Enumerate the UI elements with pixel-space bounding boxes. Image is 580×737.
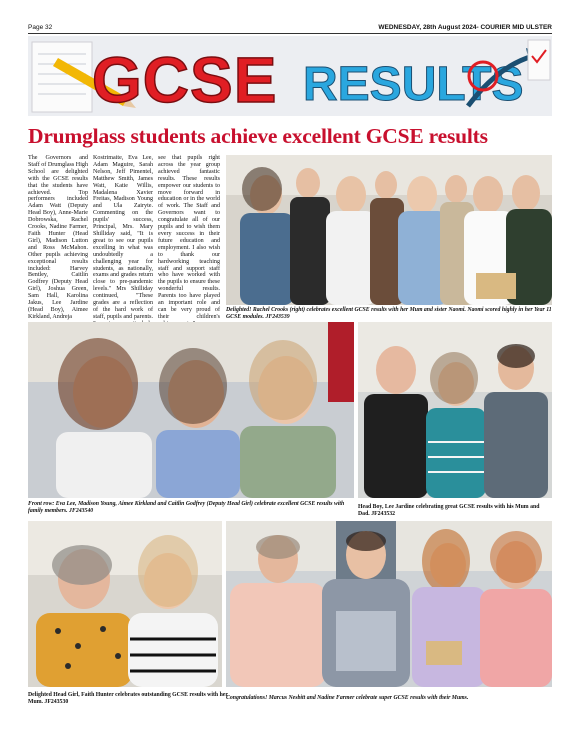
photo-lee-jardine [358, 322, 552, 498]
photo-eva-lee-group [28, 322, 354, 498]
caption-photo-1: Delighted! Rachel Crooks (right) celebrates excellent GCSE results with her Mum and sister Naomi. Naomi scored highly in her Year 11 GCSE modules. JF243539 [226, 307, 552, 320]
group-photo-image [226, 155, 552, 305]
caption-photo-3: Head Boy, Lee Jardine celebrating great GCSE results with his Mum and Dad. JF243532 [358, 504, 540, 517]
photo-marcus-nadine [226, 521, 552, 687]
group-photo-image [358, 322, 552, 498]
photo-faith-hunter [28, 521, 222, 687]
gcse-results-banner [28, 36, 552, 116]
headline: Drumglass students achieve excellent GCSE results [28, 124, 488, 148]
header-rule [28, 33, 552, 34]
page-number: Page 32 [28, 24, 53, 31]
caption-photo-4: Delighted Head Girl, Faith Hunter celebrates outstanding GCSE results with her Mum. JF243530 [28, 692, 228, 705]
banner-word-gcse: GCSE [92, 44, 278, 116]
group-photo-image [28, 322, 354, 498]
dateline: WEDNESDAY, 28th August 2024- COURIER MID ULSTER [378, 24, 552, 31]
article-column-3: see that pupils right across the year group achieved fantastic results. These results empower our students to move forward in education or in the world of work. The Staff and Governors want to congratulate all of our pupils and to wish them every success in their future education and employment. I also wish to thank our hardworking teaching staff and support staff who have worked with the pupils to ensure these wonderful results. Parents too have played an important role and can be very proud of their children's [158, 155, 220, 320]
banner-graphic [28, 36, 552, 116]
group-photo-image [226, 521, 552, 687]
photo-rachel-crooks-group [226, 155, 552, 305]
article-column-2: Kostrimaite, Eva Lee, Adam Maguire, Sarah Nelson, Jeff Pimentel, Matthew Smith, James Watt, Katie Willis, Madalena Xavier Freitas, Madison Young and Ula Zairyte. Commenting on the pupils' success, Principal, Mrs. Mary Shilliday said, "It is great to see our pupils excelling in what was undoubtedly a challenging year for students, as nationally, exams and grades return close to pre-pandemic levels." Mrs Shilliday continued, "These grades are a reflection of the hard work of staff, pupils and parents. [93, 155, 153, 320]
group-photo-image [28, 521, 222, 687]
banner-word-results: RESULTS [303, 58, 524, 111]
caption-photo-2: Front row: Eva Lee, Madison Young, Aimee Kirkland and Caitlin Godfrey (Deputy Head Girl) celebrate excellent GCSE results with family members. JF243540 [28, 501, 345, 514]
article-column-1: The Governors and Staff of Drumglass High School are delighted with the GCSE results that the students have achieved. Top performers included Adam Watt (Deputy Head Boy), Anne-Marie Dobrowska, Rachel Crooks, Nadine Farmer, Faith Hunter (Head Girl), Madison Lutton and Ross McMahon. Other pupils achieving exceptional results included: Harvey Bentley, Caitlin Godfrey (Deputy Head Girl), Joshua Green, Sam Hall, Karolina Jakus, Lee Jardine (Head Boy), Aimee Kirkland, Andreja [28, 155, 88, 320]
caption-photo-5: Congratulations! Marcus Nesbitt and Nadine Farmer celebrate super GCSE results with their Mums. [226, 695, 469, 701]
